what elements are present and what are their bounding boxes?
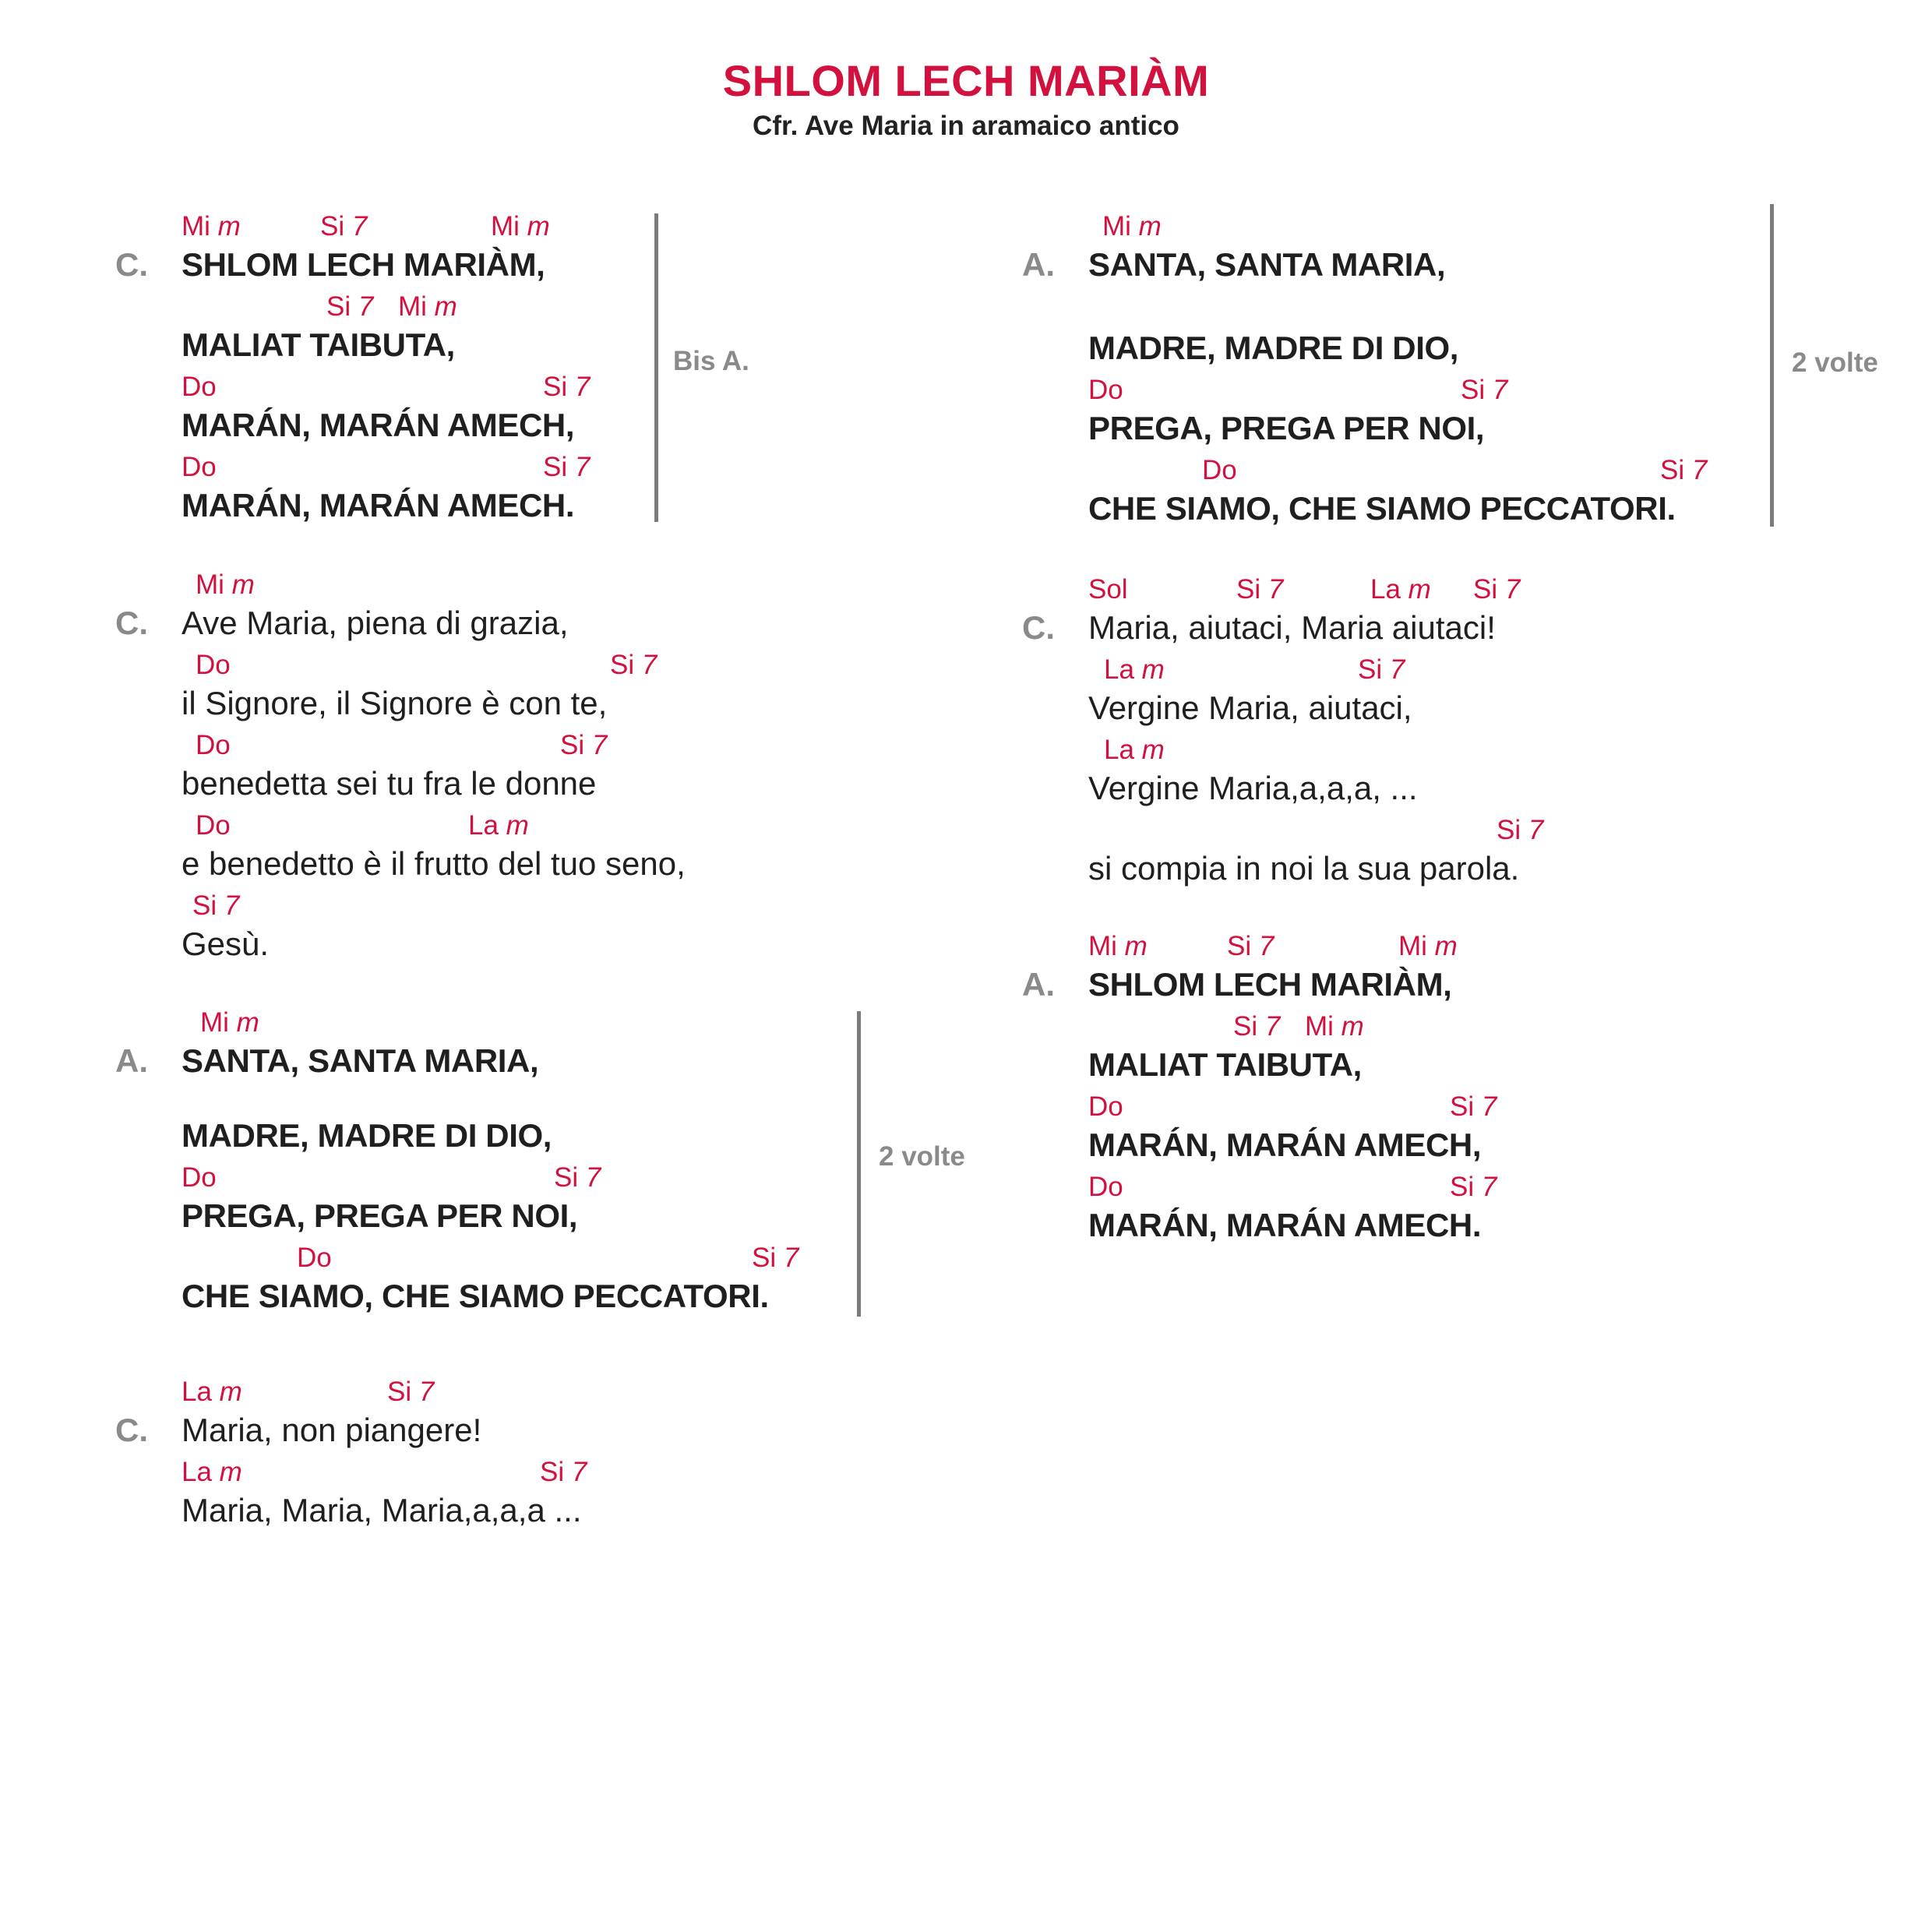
section-label: C. bbox=[1022, 609, 1055, 646]
lyric-text: SANTA, SANTA MARIA, bbox=[1088, 246, 1446, 283]
chord: Mi m bbox=[200, 1007, 259, 1038]
lyric-text: MALIAT TAIBUTA, bbox=[1088, 1046, 1362, 1083]
chord: Si 7 bbox=[1450, 1091, 1497, 1122]
chord: Si 7 bbox=[1461, 375, 1508, 405]
chord: Si 7 bbox=[1660, 455, 1708, 485]
chord: Si 7 bbox=[192, 890, 240, 921]
lyric-text: SHLOM LECH MARIÀM, bbox=[1088, 966, 1452, 1003]
song-title: SHLOM LECH MARIÀM bbox=[722, 56, 1210, 105]
chord: Si 7 bbox=[387, 1377, 435, 1407]
lyric-text: SANTA, SANTA MARIA, bbox=[182, 1042, 539, 1079]
lyric-text: MARÁN, MARÁN AMECH. bbox=[1088, 1207, 1482, 1243]
chord: Do bbox=[1088, 1172, 1123, 1202]
chord: Si 7 bbox=[320, 211, 368, 242]
lyric-text: CHE SIAMO, CHE SIAMO PECCATORI. bbox=[182, 1278, 769, 1314]
section-label: C. bbox=[115, 1412, 148, 1448]
lyric-text: PREGA, PREGA PER NOI, bbox=[182, 1197, 578, 1234]
lyric-text: benedetta sei tu fra le donne bbox=[182, 765, 597, 802]
chord: Mi m bbox=[398, 291, 457, 322]
chord: La m bbox=[468, 810, 529, 841]
chord: Do bbox=[196, 810, 231, 841]
chord: Si 7 bbox=[326, 291, 374, 322]
repeat-bar bbox=[857, 1011, 861, 1317]
lyric-text: Vergine Maria, aiutaci, bbox=[1088, 689, 1412, 726]
chord: Si 7 bbox=[1473, 574, 1521, 605]
song-subtitle: Cfr. Ave Maria in aramaico antico bbox=[753, 111, 1179, 141]
chord: La m bbox=[1370, 574, 1431, 605]
chord: Do bbox=[297, 1243, 332, 1273]
repeat-label-bis: Bis A. bbox=[673, 346, 749, 376]
lyric-text: Gesù. bbox=[182, 925, 270, 962]
chord: Si 7 bbox=[1233, 1011, 1281, 1042]
chord: Si 7 bbox=[1450, 1172, 1497, 1202]
chord: La m bbox=[1104, 654, 1165, 685]
lyric-text: Vergine Maria,a,a,a, ... bbox=[1088, 770, 1418, 806]
section-label: C. bbox=[115, 246, 148, 283]
chord: Si 7 bbox=[543, 372, 591, 402]
lyric-text: Ave Maria, piena di grazia, bbox=[182, 605, 569, 641]
chord: Mi m bbox=[1305, 1011, 1364, 1042]
chord: Mi m bbox=[182, 211, 241, 242]
repeat-bar bbox=[1770, 204, 1774, 527]
lyric-text: Maria, non piangere! bbox=[182, 1412, 482, 1448]
chord: Mi m bbox=[491, 211, 550, 242]
lyric-text: Maria, Maria, Maria,a,a,a ... bbox=[182, 1492, 582, 1528]
chord: Si 7 bbox=[543, 452, 591, 482]
chord: Do bbox=[182, 452, 217, 482]
lyric-text: Maria, aiutaci, Maria aiutaci! bbox=[1088, 609, 1496, 646]
chord: Mi m bbox=[1102, 211, 1162, 242]
chord: Si 7 bbox=[554, 1162, 601, 1193]
chord: Si 7 bbox=[752, 1243, 799, 1273]
chord: Si 7 bbox=[1358, 654, 1405, 685]
lyric-text: e benedetto è il frutto del tuo seno, bbox=[182, 845, 686, 882]
lyric-text: SHLOM LECH MARIÀM, bbox=[182, 246, 545, 283]
chord: Si 7 bbox=[560, 730, 608, 760]
chord: Si 7 bbox=[1227, 931, 1274, 961]
chord: Do bbox=[182, 1162, 217, 1193]
chord: Mi m bbox=[1088, 931, 1148, 961]
lyric-text: PREGA, PREGA PER NOI, bbox=[1088, 410, 1485, 446]
song-header bbox=[0, 56, 1932, 143]
section-label: A. bbox=[1022, 246, 1055, 283]
chord: Do bbox=[182, 372, 217, 402]
chord: Mi m bbox=[196, 569, 255, 600]
chord: Mi m bbox=[1398, 931, 1458, 961]
repeat-bar bbox=[654, 213, 658, 522]
section-label: C. bbox=[115, 605, 148, 641]
chord: La m bbox=[182, 1377, 242, 1407]
repeat-label-twice: 2 volte bbox=[879, 1141, 965, 1172]
lyric-text: il Signore, il Signore è con te, bbox=[182, 685, 608, 721]
lyric-text: MARÁN, MARÁN AMECH, bbox=[182, 407, 575, 443]
chord: Do bbox=[1202, 455, 1237, 485]
lyric-text: MARÁN, MARÁN AMECH. bbox=[182, 487, 575, 524]
section-label: A. bbox=[1022, 966, 1055, 1003]
chord: Do bbox=[1088, 1091, 1123, 1122]
lyric-text: CHE SIAMO, CHE SIAMO PECCATORI. bbox=[1088, 490, 1676, 527]
chord: Si 7 bbox=[1497, 815, 1544, 845]
lyric-text: MARÁN, MARÁN AMECH, bbox=[1088, 1126, 1482, 1163]
repeat-label-twice: 2 volte bbox=[1792, 347, 1878, 378]
chord: La m bbox=[1104, 735, 1165, 765]
chord: Do bbox=[196, 730, 231, 760]
lyric-text: MALIAT TAIBUTA, bbox=[182, 326, 455, 363]
lyric-text: MADRE, MADRE DI DIO, bbox=[1088, 330, 1459, 366]
chord: Si 7 bbox=[1236, 574, 1284, 605]
chord: Do bbox=[196, 650, 231, 680]
lyric-text: si compia in noi la sua parola. bbox=[1088, 850, 1520, 887]
chord: Si 7 bbox=[540, 1457, 587, 1487]
chord: Sol bbox=[1088, 574, 1128, 605]
section-label: A. bbox=[115, 1042, 148, 1079]
chord: Do bbox=[1088, 375, 1123, 405]
chord: Si 7 bbox=[610, 650, 658, 680]
lyric-text: MADRE, MADRE DI DIO, bbox=[182, 1117, 552, 1154]
chord: La m bbox=[182, 1457, 242, 1487]
